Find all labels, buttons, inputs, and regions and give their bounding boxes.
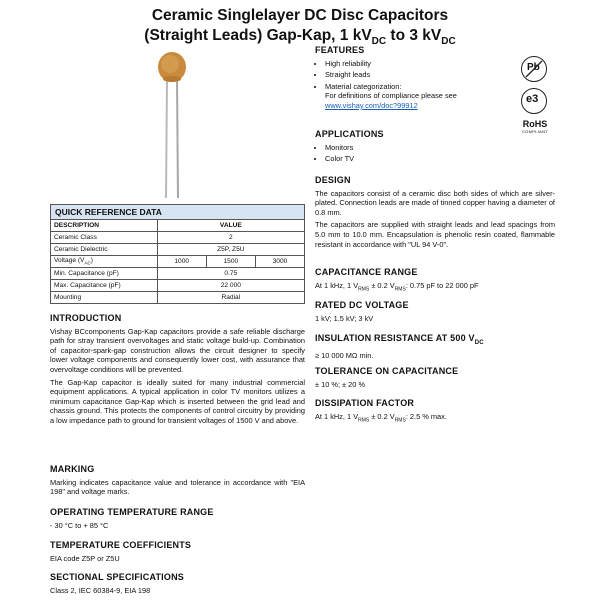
introduction-paragraph-1: Vishay BCcomponents Gap-Kap capacitors provide a safe reliable discharge path for stray transient overvoltages and static voltage build-up. Combination of capacitor-spark-gap construction allows the circuit designer to specify lower voltage components and consequently lower cost, with assurance that overvoltage conditions will be prevented. <box>50 326 305 374</box>
capacitance-range-text: At 1 kHz, 1 $V_{RMS} \pm 0.2$ $V_{RMS}$: 0.75 pF to 22 000 pF <box>315 280 479 293</box>
rated-dc-voltage-section <box>315 301 555 326</box>
rohs-icon: RoHS <box>522 119 548 129</box>
rohs-compliant-label: COMPLIANT <box>521 129 549 134</box>
table-row <box>51 292 305 304</box>
quick-reference-table <box>50 204 305 304</box>
table-row <box>51 256 305 268</box>
features-item: • Straight leads <box>325 70 555 80</box>
column-header-value: VALUE <box>157 220 304 232</box>
e3-icon: e3 <box>521 88 547 114</box>
column-header-description: DESCRIPTION <box>51 220 158 232</box>
table-cell: Min. Capacitance (pF) <box>51 268 158 280</box>
introduction-paragraph-2: The Gap-Kap capacitor is ideally suited for many industrial commercial equipment applications. A typical application in color TV monitors utilizes a minimum capacitance Gap-Kap which is inserted between the grid lead and chassis ground. This protects the components of control circuitry by providing a low impedance path to ground for transient voltages of 1500 V and above. <box>50 377 305 425</box>
dissipation-heading: DISSIPATION FACTOR <box>315 398 415 408</box>
capacitor-image <box>150 50 194 200</box>
table-cell: Z5P, Z5U <box>157 244 304 256</box>
table-cell: Ceramic Class <box>51 232 158 244</box>
lead-free-icon: Pb <box>521 56 547 82</box>
applications-item: • Monitors <box>325 143 555 153</box>
design-paragraph-2: The capacitors are supplied with straight leads and lead spacings from 5.0 mm to 10.0 mm. Encapsulation is phenolic resin coated, flammable resistant in accordance with "UL 94 V-0". <box>315 220 555 249</box>
applications-list <box>315 143 555 164</box>
table-cell: Ceramic Dielectric <box>51 244 158 256</box>
table-cell: 1000 <box>157 256 206 268</box>
marking-section <box>50 465 305 500</box>
table-cell: Mounting <box>51 292 158 304</box>
quick-reference-caption: QUICK REFERENCE DATA <box>51 205 305 220</box>
table-cell: Max. Capacitance (pF) <box>51 280 158 292</box>
temperature-coefficients-heading: TEMPERATURE COEFFICIENTS <box>50 540 192 550</box>
dissipation-section <box>315 399 555 429</box>
table-row <box>51 280 305 292</box>
table-cell: 3000 <box>255 256 304 268</box>
table-cell: Radial <box>157 292 304 304</box>
operating-temperature-text: - 30 °C to + 85 °C <box>50 520 109 530</box>
design-section <box>315 176 555 252</box>
applications-section <box>315 130 555 167</box>
table-row <box>51 268 305 280</box>
marking-heading: MARKING <box>50 464 95 474</box>
applications-item: • Color TV <box>325 154 555 164</box>
design-paragraph-1: The capacitors consist of a ceramic disc both sides of which are silver-plated. Connection leads are made of tinned copper having a diameter of 0.8 mm. <box>315 188 555 217</box>
title-line-1: Ceramic Singlelayer DC Disc Capacitors <box>151 7 449 24</box>
title-line-2: (Straight Leads) Gap-Kap, 1 $kV_{DC}$ to 3 $kV_{DC}$ <box>144 27 456 48</box>
features-section <box>315 46 555 114</box>
table-row <box>51 244 305 256</box>
insulation-text: ≥ 10 000 MΩ min. <box>315 351 374 361</box>
applications-heading: APPLICATIONS <box>315 129 384 139</box>
features-heading: FEATURES <box>315 45 365 55</box>
operating-temperature-heading: OPERATING TEMPERATURE RANGE <box>50 507 214 517</box>
design-heading: DESIGN <box>315 175 351 185</box>
sectional-specifications-text: Class 2, IEC 60384-9, EIA 198 <box>50 585 151 595</box>
rated-dc-voltage-text: 1 kV; 1.5 kV; 3 kV <box>315 313 374 323</box>
capacitance-range-section <box>315 268 555 298</box>
features-item: • High reliability <box>325 59 555 69</box>
introduction-heading: INTRODUCTION <box>50 313 122 323</box>
tolerance-heading: TOLERANCE ON CAPACITANCE <box>315 366 459 376</box>
rated-dc-voltage-heading: RATED DC VOLTAGE <box>315 300 409 310</box>
sectional-specifications-section <box>50 573 305 598</box>
operating-temperature-section <box>50 508 305 533</box>
table-cell: 2 <box>157 232 304 244</box>
dissipation-text: At 1 kHz, 1 $V_{RMS} \pm 0.2$ $V_{RMS}$: 2.5 % max. <box>315 411 447 424</box>
tolerance-section <box>315 367 555 392</box>
temperature-coefficients-text: EIA code Z5P or Z5U <box>50 553 120 563</box>
table-row <box>51 232 305 244</box>
table-cell: Voltage $(V_{AC})$ <box>51 256 158 268</box>
tolerance-text: ± 10 %; ± 20 % <box>315 379 366 389</box>
features-item: • Material categorization: For definitions of compliance please see www.vishay.com/doc?99912 <box>325 82 555 111</box>
temperature-coefficients-section <box>50 541 305 566</box>
sectional-specifications-heading: SECTIONAL SPECIFICATIONS <box>50 572 184 582</box>
marking-text: Marking indicates capacitance value and tolerance in accordance with "EIA 198" and voltage marks. <box>50 477 305 497</box>
introduction-section <box>50 314 305 429</box>
compliance-link[interactable]: www.vishay.com/doc?99912 <box>325 100 418 110</box>
insulation-heading: INSULATION RESISTANCE AT 500 $V_{DC}$ <box>315 333 484 346</box>
features-list <box>315 59 555 111</box>
compliance-note: For definitions of compliance please see <box>325 91 457 101</box>
table-cell: 22 000 <box>157 280 304 292</box>
capacitance-range-heading: CAPACITANCE RANGE <box>315 267 418 277</box>
table-cell: 1500 <box>206 256 255 268</box>
insulation-section <box>315 334 555 364</box>
table-cell: 0.75 <box>157 268 304 280</box>
